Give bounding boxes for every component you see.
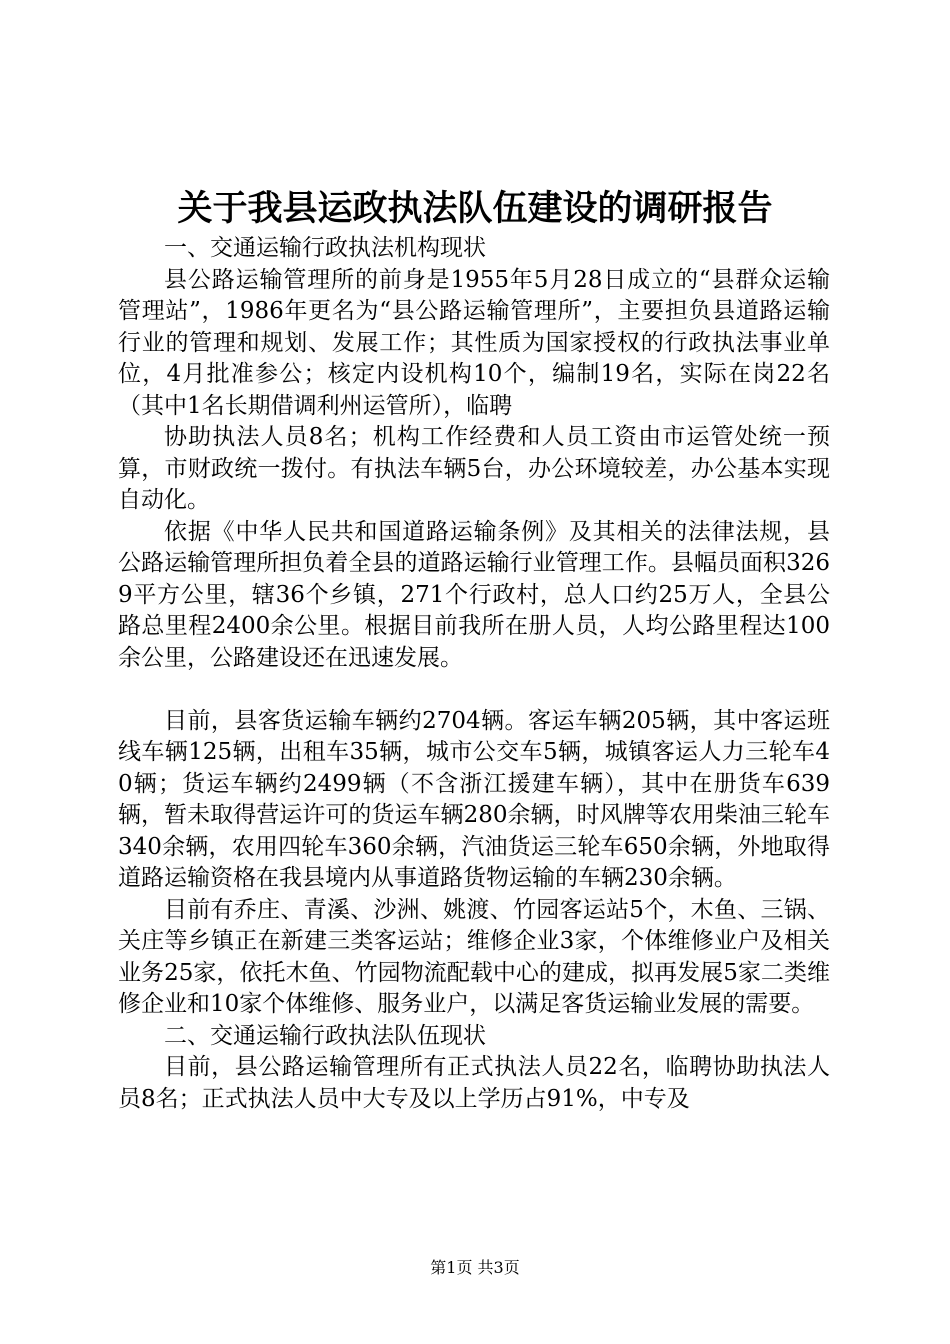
paragraph: 县公路运输管理所的前身是1955年5月28日成立的“县群众运输管理站”，1986年更名为“县公路运输管理所”，主要担负县道路运输行业的管理和规划、发展工作；其性质为国家授权的行政执法事业单位，4月批准参公；核定内设机构10个，编制19名，实际在岗22名（其中1名长期借调利州运管所），临聘 <box>118 266 830 419</box>
document-title: 关于我县运政执法队伍建设的调研报告 <box>177 188 773 229</box>
section-heading-2: 二、交通运输行政执法队伍现状 <box>164 1022 486 1049</box>
page-number-footer: 第1页 共3页 <box>430 1258 520 1277</box>
blank-line <box>118 674 830 706</box>
paragraph: 目前有乔庄、青溪、沙洲、姚渡、竹园客运站5个，木鱼、三锅、关庄等乡镇正在新建三类客运站；维修企业3家，个体维修业户及相关业务25家，依托木鱼、竹园物流配载中心的建成，拟再发展5家二类维修企业和10家个体维修、服务业户，以满足客货运输业发展的需要。 <box>118 896 830 1017</box>
paragraph: 依据《中华人民共和国道路运输条例》及其相关的法律法规，县公路运输管理所担负着全县的道路运输行业管理工作。县幅员面积3269平方公里，辖36个乡镇，271个行政村，总人口约25万人，全县公路总里程2400余公里。根据目前我所在册人员，人均公路里程达100余公里，公路建设还在迅速发展。 <box>118 518 830 671</box>
section-heading-1: 一、交通运输行政执法机构现状 <box>164 235 486 261</box>
paragraph: 目前，县公路运输管理所有正式执法人员22名，临聘协助执法人员8名；正式执法人员中大专及以上学历占91%，中专及 <box>118 1054 830 1112</box>
paragraph: 目前，县客货运输车辆约2704辆。客运车辆205辆，其中客运班线车辆125辆，出租车35辆，城市公交车5辆，城镇客运人力三轮车40辆；货运车辆约2499辆（不含浙江援建车辆），其中在册货车639辆，暂未取得营运许可的货运车辆280余辆，时风牌等农用柴油三轮车340余辆，农用四轮车360余辆，汽油货运三轮车650余辆，外地取得道路运输资格在我县境内从事道路货物运输的车辆230余辆。 <box>118 707 830 891</box>
paragraph: 协助执法人员8名；机构工作经费和人员工资由市运管处统一预算，市财政统一拨付。有执法车辆5台，办公环境较差，办公基本实现自动化。 <box>118 424 830 513</box>
document-body <box>118 233 830 1115</box>
